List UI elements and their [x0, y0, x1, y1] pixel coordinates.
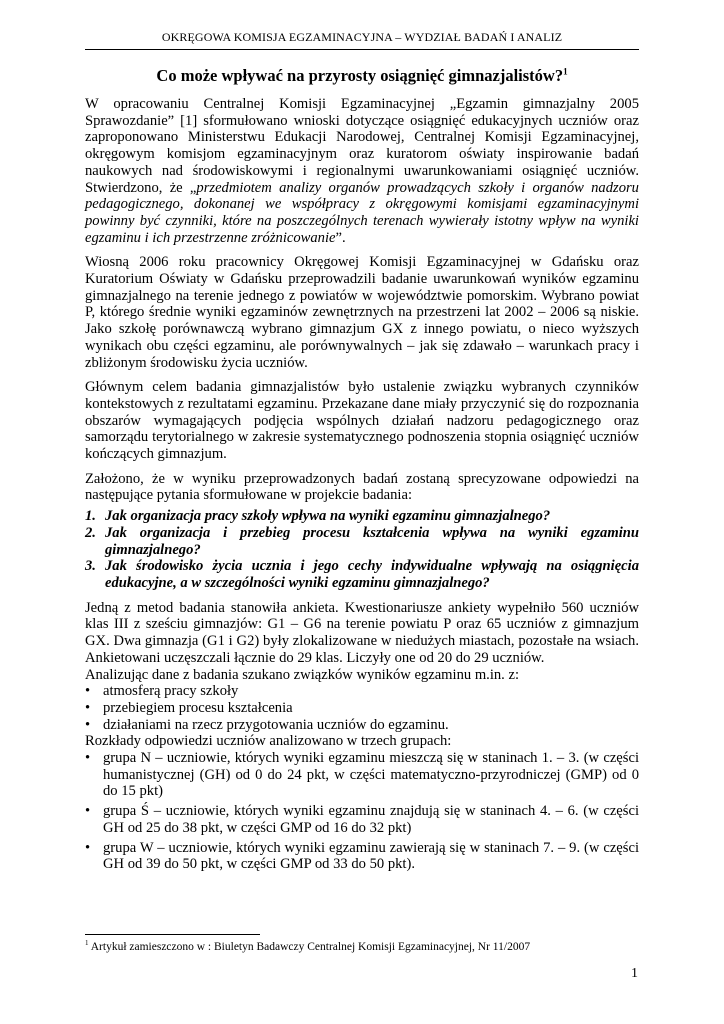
paragraph-method: Jedną z metod badania stanowiła ankieta. Kwestionariusze ankiety wypełniło 560 uczniów klas III z sześciu gimnazjów: G1 – G6 na terenie powiatu P oraz 65 uczniów z gimnazjum GX. Dwa gimnazja (G1 i G2) były zlokalizowane w niedużych miastach, pozostałe na wsiach. Ankietowani uczęszczali łącznie do 29 klas. Liczyły one od 20 do 29 uczniów.: [85, 599, 639, 666]
article-title: [85, 66, 639, 86]
page-body: [85, 30, 639, 876]
question-item: [85, 525, 639, 558]
group-text: grupa W – uczniowie, których wyniki egzaminu zawierają się w staninach 7. – 9. (w części GH od 39 do 50 pkt, w części GMP od 33 do 50 pkt).: [103, 839, 639, 873]
footnote-number: 1: [85, 939, 89, 947]
factor-text: atmosferą pracy szkoły: [103, 683, 239, 700]
question-text: Jak organizacja i przebieg procesu kształcenia wpływa na wyniki egzaminu gimnazjalnego?: [105, 524, 639, 558]
paragraph-groups-intro: Rozkłady odpowiedzi uczniów analizowano w trzech grupach:: [85, 733, 452, 750]
factor-text: przebiegiem procesu kształcenia: [103, 699, 293, 716]
intro-quote: przedmiotem analizy organów prowadzących szkoły i organów nadzoru pedagogicznego, dokonanej we współpracy z okręgowymi komisjami egzaminacyjnymi powinny być czynniki, które na poszczególnych terenach wywierały istotny wpływ na wyniki egzaminu i ich przestrzenne zróżnicowanie: [85, 179, 639, 246]
question-number: 1.: [85, 508, 96, 525]
intro-end: ”.: [335, 229, 346, 246]
list-item: [85, 750, 639, 800]
running-header: OKRĘGOWA KOMISJA EGZAMINACYJNA – WYDZIAŁ BADAŃ I ANALIZ: [85, 30, 639, 50]
paragraph-questions-intro: Założono, że w wyniku przeprowadzonych badań zostaną sprecyzowane odpowiedzi na następujące pytania sformułowane w projekcie badania:: [85, 470, 639, 504]
question-number: 2.: [85, 524, 96, 541]
list-item: [85, 683, 639, 700]
factor-text: działaniami na rzecz przygotowania uczniów do egzaminu.: [103, 716, 449, 733]
title-text: Co może wpływać na przyrosty osiągnięć gimnazjalistów?: [156, 66, 564, 85]
list-item: [85, 803, 639, 836]
question-item: [85, 508, 639, 525]
list-item: [85, 700, 639, 717]
list-item: [85, 840, 639, 873]
footnote: [85, 939, 639, 953]
intro-text: W opracowaniu Centralnej Komisji Egzaminacyjnej „Egzamin gimnazjalny 2005 Sprawozdanie” [1] sformułowano wnioski dotyczące osiągnięć edukacyjnych uczniów oraz zaproponowano Ministerstwu Edukacji Narodowej, Centralnej Komisji Egzaminacyjnej, okręgowym komisjom egzaminacyjnym oraz kuratorom oświaty inspirowanie badań naukowych nad środowiskowymi i regionalnymi uwarunkowaniami osiągnięć uczniów. Stwierdzono, że „: [85, 96, 639, 196]
footnote-text: Artykuł zamieszczono w : Biuletyn Badawczy Centralnej Komisji Egzaminacyjnej, Nr 11/2007: [88, 940, 531, 953]
title-footnote-ref: 1: [563, 66, 568, 77]
paragraph-goal: Głównym celem badania gimnazjalistów było ustalenie związku wybranych czynników kontekstowych z rezultatami egzaminu. Przekazane dane miały przyczynić się do rozpoznania obszarów wymagających podjęcia wspólnych działań nadzoru pedagogicznego oraz samorządu terytorialnego w zakresie systematycznego podnoszenia stopnia osiągnięć uczniów kończących gimnazjum.: [85, 379, 639, 463]
research-questions: [85, 508, 639, 592]
bullet: •: [85, 839, 91, 856]
paragraph-study: Wiosną 2006 roku pracownicy Okręgowej Komisji Egzaminacyjnej w Gdańsku oraz Kuratorium Oświaty w Gdańsku przeprowadzili badanie uwarunkowań wyników egzaminu gimnazjalnego na terenie jednego z powiatów w województwie pomorskim. Wybrano powiat P, którego średnie wyniki egzaminów zewnętrznych na przestrzeni lat 2002 – 2006 są niskie. Jako szkołę porównawczą wybrano gimnazjum GX z innego powiatu, o nieco wyższych wynikach obu części egzaminu, ale porównywalnych – jak się zdawało – warunkach pracy i zbliżonym środowisku życia uczniów.: [85, 254, 639, 371]
group-text: grupa Ś – uczniowie, których wyniki egzaminu znajdują się w staninach 4. – 6. (w części GH od 25 do 38 pkt, w części GMP od 16 do 32 pkt): [103, 803, 639, 836]
bullet: •: [85, 803, 91, 820]
bullet: •: [85, 683, 91, 700]
page-number: 1: [631, 966, 638, 981]
bullet: •: [85, 699, 91, 716]
group-text: grupa N – uczniowie, których wyniki egzaminu mieszczą się w staninach 1. – 3. (w części humanistycznej (GH) od 0 do 24 pkt, w części matematyczno-przyrodniczej (GMP) od 0 do 15 pkt): [103, 750, 639, 800]
bullet: •: [85, 750, 91, 767]
footnote-divider: [85, 934, 260, 935]
factor-list: [85, 683, 639, 733]
bullet: •: [85, 716, 91, 733]
question-number: 3.: [85, 558, 96, 575]
question-text: Jak środowisko życia ucznia i jego cechy indywidualne wpływają na osiągnięcia edukacyjne, a w szczególności wyniki egzaminu gimnazjalnego?: [105, 558, 639, 591]
question-text: Jak organizacja pracy szkoły wpływa na wyniki egzaminu gimnazjalnego?: [105, 508, 551, 525]
group-list: [85, 750, 639, 873]
paragraph-factors-intro: Analizując dane z badania szukano związków wyników egzaminu m.in. z:: [85, 666, 520, 683]
paragraph-intro: [85, 96, 639, 246]
list-item: [85, 717, 639, 734]
question-item: [85, 558, 639, 591]
